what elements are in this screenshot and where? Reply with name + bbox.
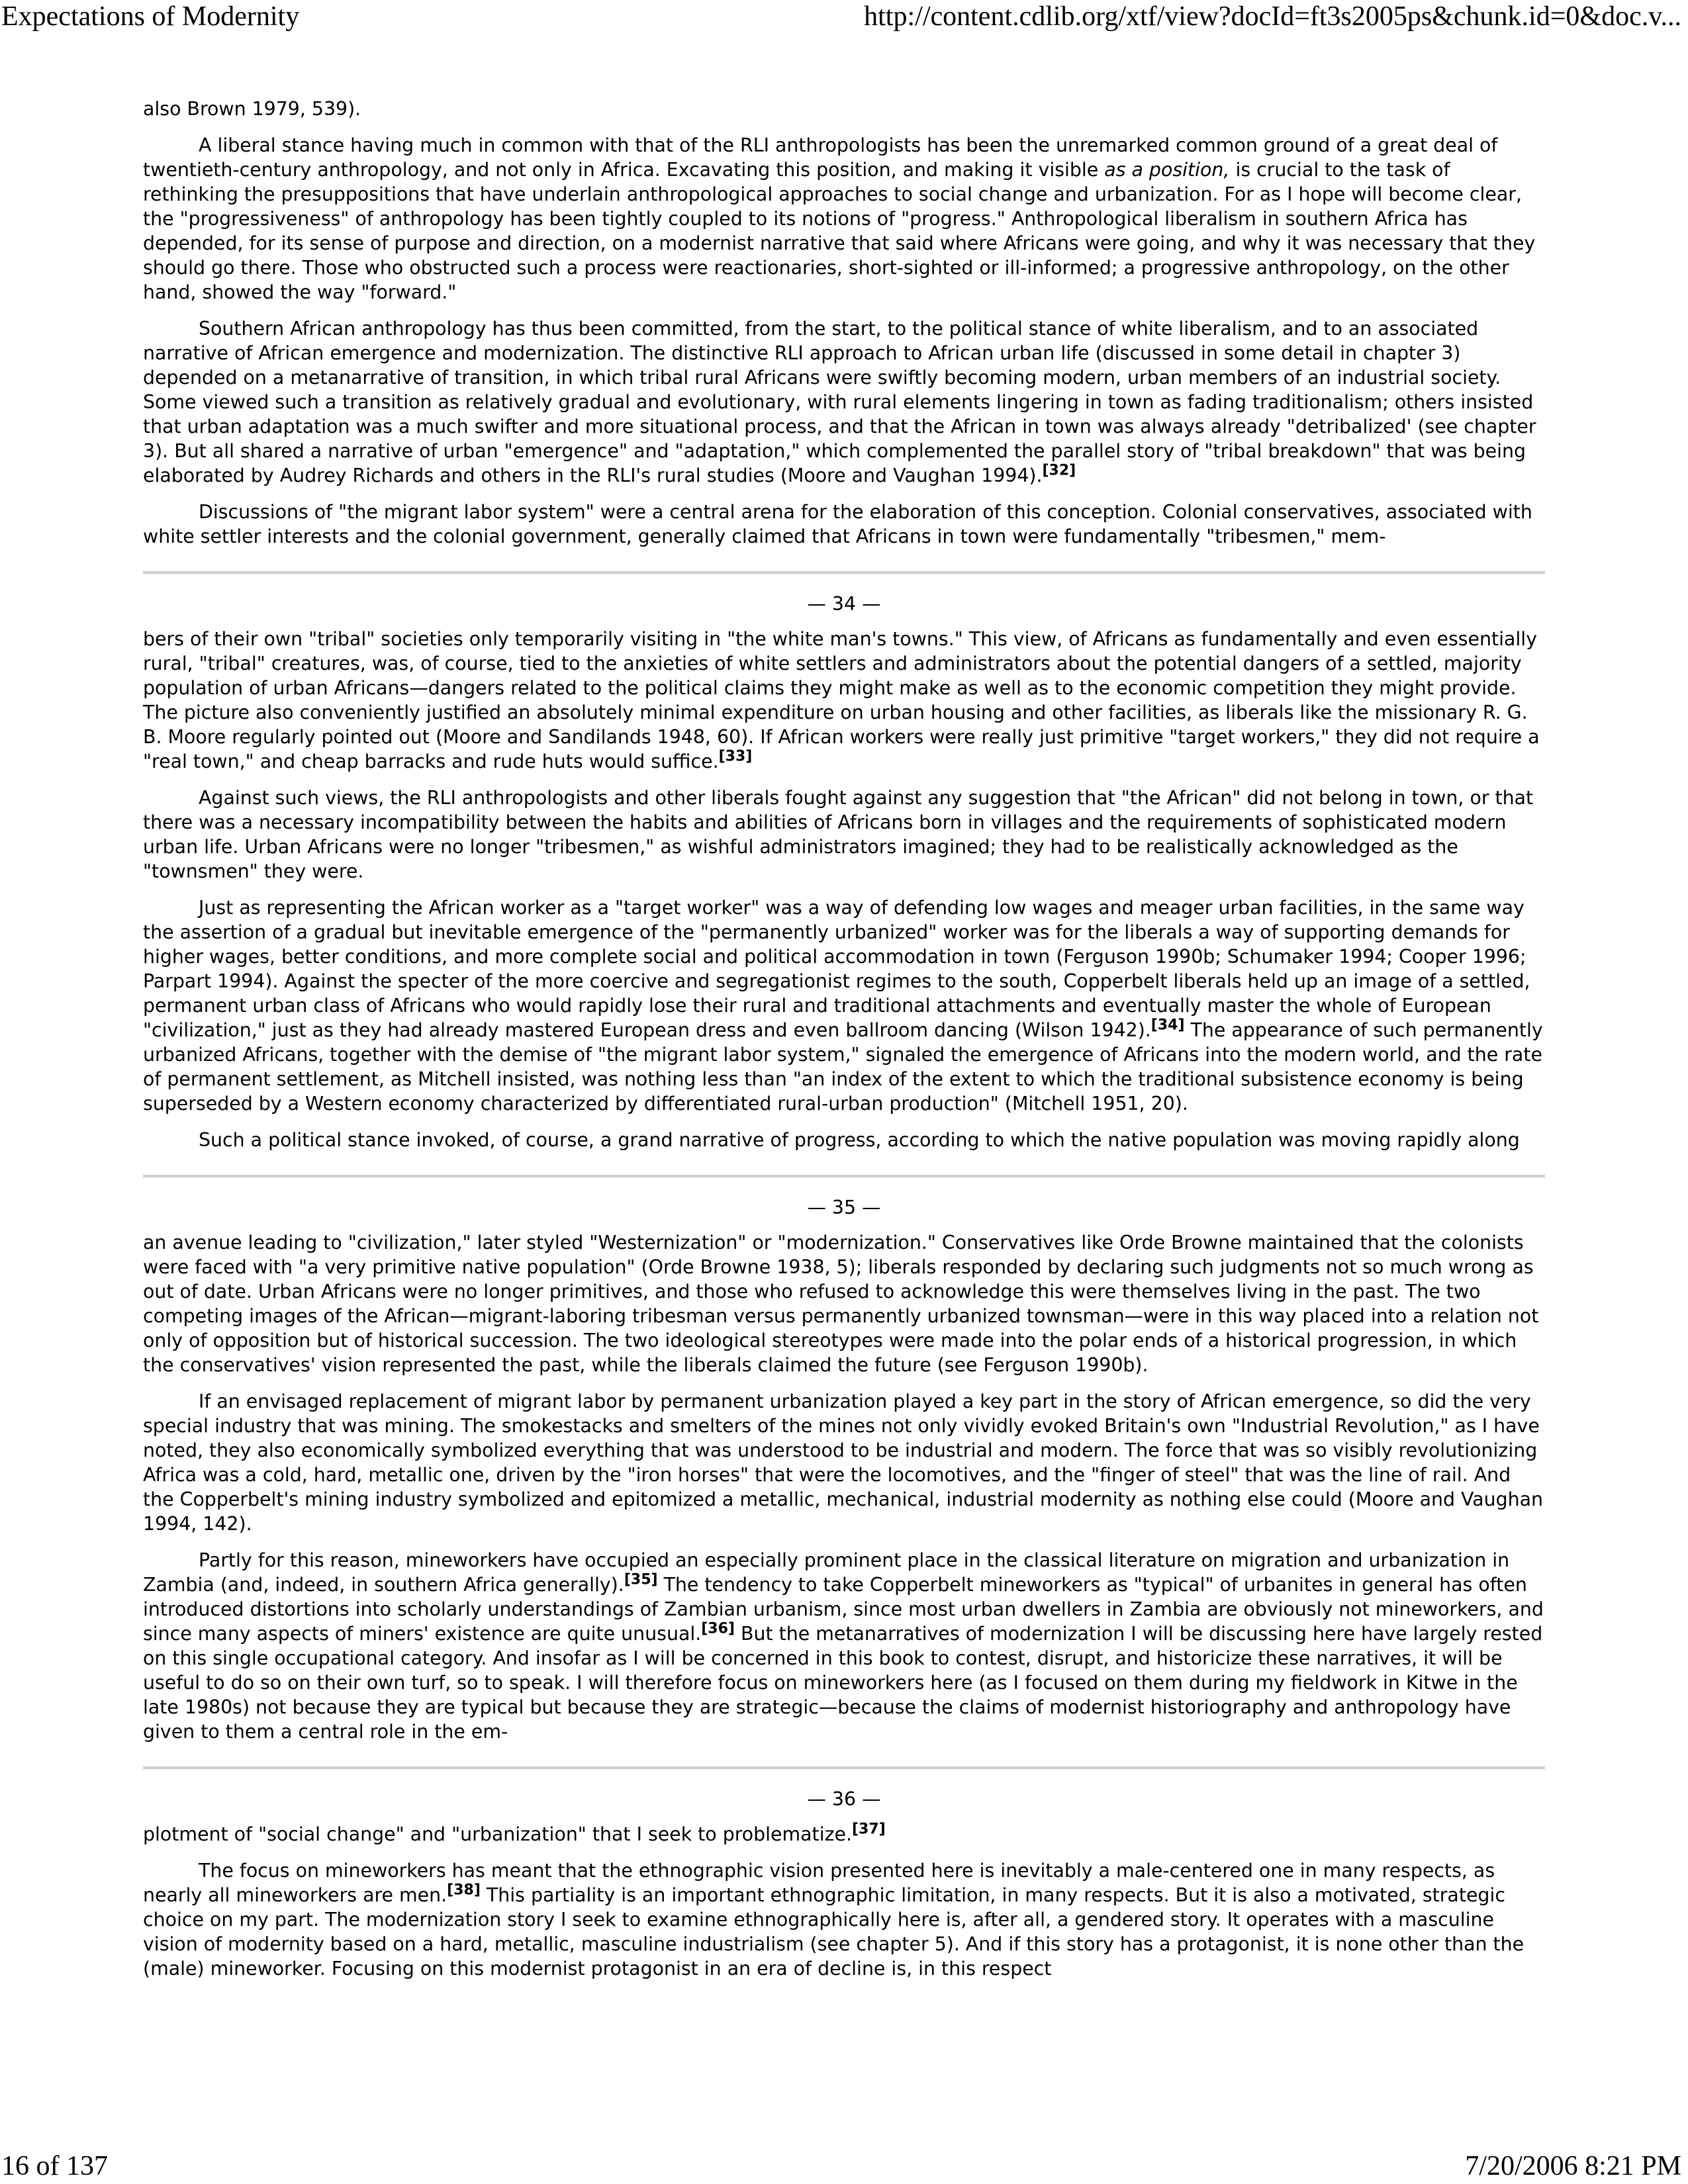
page-number: — 34 — <box>807 593 881 615</box>
divider <box>143 1766 1545 1770</box>
divider <box>143 571 1545 574</box>
paragraph-text: plotment of "social change" and "urbanization" that I seek to problematize. <box>143 1823 852 1845</box>
paragraph: Such a political stance invoked, of course, a grand narrative of progress, according to which the native population was moving rapidly along <box>199 1129 1520 1151</box>
footnote-link[interactable]: [38] <box>447 1882 481 1899</box>
paragraph: also Brown 1979, 539). <box>143 98 361 120</box>
paragraph-text: bers of their own "tribal" societies only temporarily visiting in "the white man's towns." This view, of Africans as fundamentally and even essentially rural, "tribal" creatures, was, of course, tied to the anxieties of white settlers and administrators about the potential dangers of a settled, majority population of urban Africans—dangers related to the political claims they might make as well as to the economic competition they might provide. The picture also conveniently justified an absolutely minimal expenditure on urban housing and other facilities, as liberals like the missionary R. G. B. Moore regularly pointed out (Moore and Sandilands 1948, 60). If African workers were really just primitive "target workers," they did not require a "real town," and cheap barracks and rude huts would suffice. <box>143 628 1540 772</box>
paragraph <box>143 1548 1545 1744</box>
paragraph-text: This partiality is an important ethnographic limitation, in many respects. But it is also a motivated, strategic choice on my part. The modernization story I seek to examine ethnographically here is, after all, a gendered story. It operates with a masculine vision of modernity based on a hard, metallic, masculine industrialism (see chapter 5). And if this story has a protagonist, it is none other than the (male) mineworker. Focusing on this modernist protagonist in an era of decline is, in this respect <box>143 1884 1524 1979</box>
paragraph-text: is crucial to the task of rethinking the presuppositions that have underlain anthropological approaches to social change and urbanization. For as I hope will become clear, the "progressiveness" of anthropology has been tightly coupled to its notions of "progress." Anthropological liberalism in southern Africa has depended, for its sense of purpose and direction, on a modernist narrative that said where Africans were going, and why it was necessary that they should go there. Those who obstructed such a process were reactionaries, short-sighted or ill-informed; a progressive anthropology, on the other hand, showed the way "forward." <box>143 159 1536 303</box>
print-footer <box>0 2147 1688 2184</box>
paragraph-text: Southern African anthropology has thus been committed, from the start, to the political stance of white liberalism, and to an associated narrative of African emergence and modernization. The distinctive RLI approach to African urban life (discussed in some detail in chapter 3) depended on a metanarrative of transition, in which tribal rural Africans were swiftly becoming modern, urban members of an industrial society. Some viewed such a transition as relatively gradual and evolutionary, with rural elements lingering in town as fading traditionalism; others insisted that urban adaptation was a much swifter and more situational process, and that the African in town was always already "detribalized' (see chapter 3). But all shared a narrative of urban "emergence" and "adaptation," which complemented the parallel story of "tribal breakdown" that was being elaborated by Audrey Richards and others in the RLI's rural studies (Moore and Vaughan 1994). <box>143 318 1536 486</box>
footnote-link[interactable]: [32] <box>1042 462 1076 479</box>
divider <box>143 1175 1545 1178</box>
footnote-link[interactable]: [36] <box>701 1620 735 1637</box>
paragraph-text: A liberal stance having much in common with that of the RLI anthropologists has been the unremarked common ground of a great deal of twentieth-century anthropology, and not only in Africa. Excavating this position, and making it visible <box>143 134 1498 181</box>
paragraph-text: The tendency to take Copperbelt mineworkers as "typical" of urbanites in general has often introduced distortions into scholarly understandings of Zambian urbanism, since most urban dwellers in Zambia are obviously not mineworkers, and since many aspects of miners' existence are quite unusual. <box>143 1574 1544 1645</box>
paragraph <box>143 895 1545 1116</box>
page-url: http://content.cdlib.org/xtf/view?docId=ft3s2005ps&chunk.id=0&doc.v... <box>864 1 1681 32</box>
page-number: — 35 — <box>807 1197 881 1218</box>
paragraph-text: Just as representing the African worker as a "target worker" was a way of defending low wages and meager urban facilities, in the same way the assertion of a gradual but inevitable emergence of the "permanently urbanized" worker was for the liberals a way of supporting demands for higher wages, better conditions, and more complete social and political accommodation in town (Ferguson 1990b; Schumaker 1994; Cooper 1996; Parpart 1994). Against the specter of the more coercive and segregationist regimes to the south, Copperbelt liberals held up an image of a settled, permanent urban class of Africans who would rapidly lose their rural and traditional attachments and eventually master the whole of European "civilization," just as they had already mastered European dress and even ballroom dancing (Wilson 1942). <box>143 897 1530 1041</box>
paragraph <box>143 316 1545 488</box>
paragraph <box>143 627 1545 774</box>
paragraph: an avenue leading to "civilization," later styled "Westernization" or "modernization." Conservatives like Orde Browne maintained that the colonists were faced with "a very primitive native population" (Orde Browne 1938, 5); liberals responded by declaring such judgments not so much wrong as out of date. Urban Africans were no longer primitives, and those who refused to acknowledge this were themselves living in the past. The two competing images of the African—migrant-laboring tribesman versus permanently urbanized townsman—were in this way placed into a relation not only of opposition but of historical succession. The two ideological stereotypes were made into the polar ends of a historical progression, in which the conservatives' vision represented the past, while the liberals claimed the future (see Ferguson 1990b). <box>143 1232 1539 1376</box>
document-body <box>143 97 1545 1993</box>
paragraph-text: But the metanarratives of modernization I will be discussing here have largely rested on this single occupational category. And insofar as I will be concerned in this book to contest, disrupt, and historicize these narratives, it will be useful to do so on their own turf, so to speak. I will therefore focus on mineworkers here (as I focused on them during my fieldwork in Kitwe in the late 1980s) not because they are typical but because they are strategic—because the claims of modernist historiography and anthropology have given to them a central role in the em- <box>143 1623 1543 1743</box>
page-break <box>143 1766 1545 1811</box>
footnote-link[interactable]: [37] <box>851 1821 886 1838</box>
page-break <box>143 571 1545 616</box>
document-title: Expectations of Modernity <box>1 1 300 32</box>
page-number: — 36 — <box>807 1788 881 1810</box>
paragraph <box>143 1822 1545 1846</box>
paragraph: Discussions of "the migrant labor system" were a central arena for the elaboration of this conception. Colonial conservatives, associated with white settler interests and the colonial government, generally claimed that Africans in town were fundamentally "tribesmen," mem- <box>143 501 1532 547</box>
footnote-link[interactable]: [34] <box>1150 1017 1185 1034</box>
paragraph: If an envisaged replacement of migrant labor by permanent urbanization played a key part in the story of African emergence, so did the very special industry that was mining. The smokestacks and smelters of the mines not only vividly evoked Britain's own "Industrial Revolution," as I have noted, they also economically symbolized everything that was understood to be industrial and modern. The force that was so visibly revolutionizing Africa was a cold, hard, metallic one, driven by the "iron horses" that were the locomotives, and the "finger of steel" that was the line of rail. And the Copperbelt's mining industry symbolized and epitomized a metallic, mechanical, industrial modernity as nothing else could (Moore and Vaughan 1994, 142). <box>143 1390 1544 1535</box>
emphasis-text: as a position, <box>1104 159 1230 181</box>
paragraph: Against such views, the RLI anthropologists and other liberals fought against any suggestion that "the African" did not belong in town, or that there was a necessary incompatibility between the habits and abilities of Africans born in villages and the requirements of sophisticated modern urban life. Urban Africans were no longer "tribesmen," as wishful administrators imagined; they had to be realistically acknowledged as the "townsmen" they were. <box>143 787 1534 882</box>
footnote-link[interactable]: [35] <box>624 1571 658 1588</box>
page-break <box>143 1175 1545 1220</box>
paragraph <box>143 1858 1545 1981</box>
paragraph-text: Partly for this reason, mineworkers have occupied an especially prominent place in the classical literature on migration and urbanization in Zambia (and, indeed, in southern Africa generally). <box>143 1549 1510 1596</box>
paragraph-text: The appearance of such permanently urbanized Africans, together with the demise of "the migrant labor system," signaled the emergence of Africans into the modern world, and the rate of permanent settlement, as Mitchell insisted, was nothing less than "an index of the extent to which the traditional subsistence economy is being superseded by a Western economy characterized by differentiated rural-urban production" (Mitchell 1951, 20). <box>143 1019 1543 1115</box>
print-timestamp: 7/20/2006 8:21 PM <box>1465 2151 1681 2181</box>
paragraph-text: The focus on mineworkers has meant that the ethnographic vision presented here is inevitably a male-centered one in many respects, as nearly all mineworkers are men. <box>143 1860 1495 1906</box>
footnote-link[interactable]: [33] <box>718 748 753 765</box>
paragraph <box>143 133 1545 304</box>
print-header <box>0 0 1688 37</box>
page-count: 16 of 137 <box>1 2151 108 2181</box>
